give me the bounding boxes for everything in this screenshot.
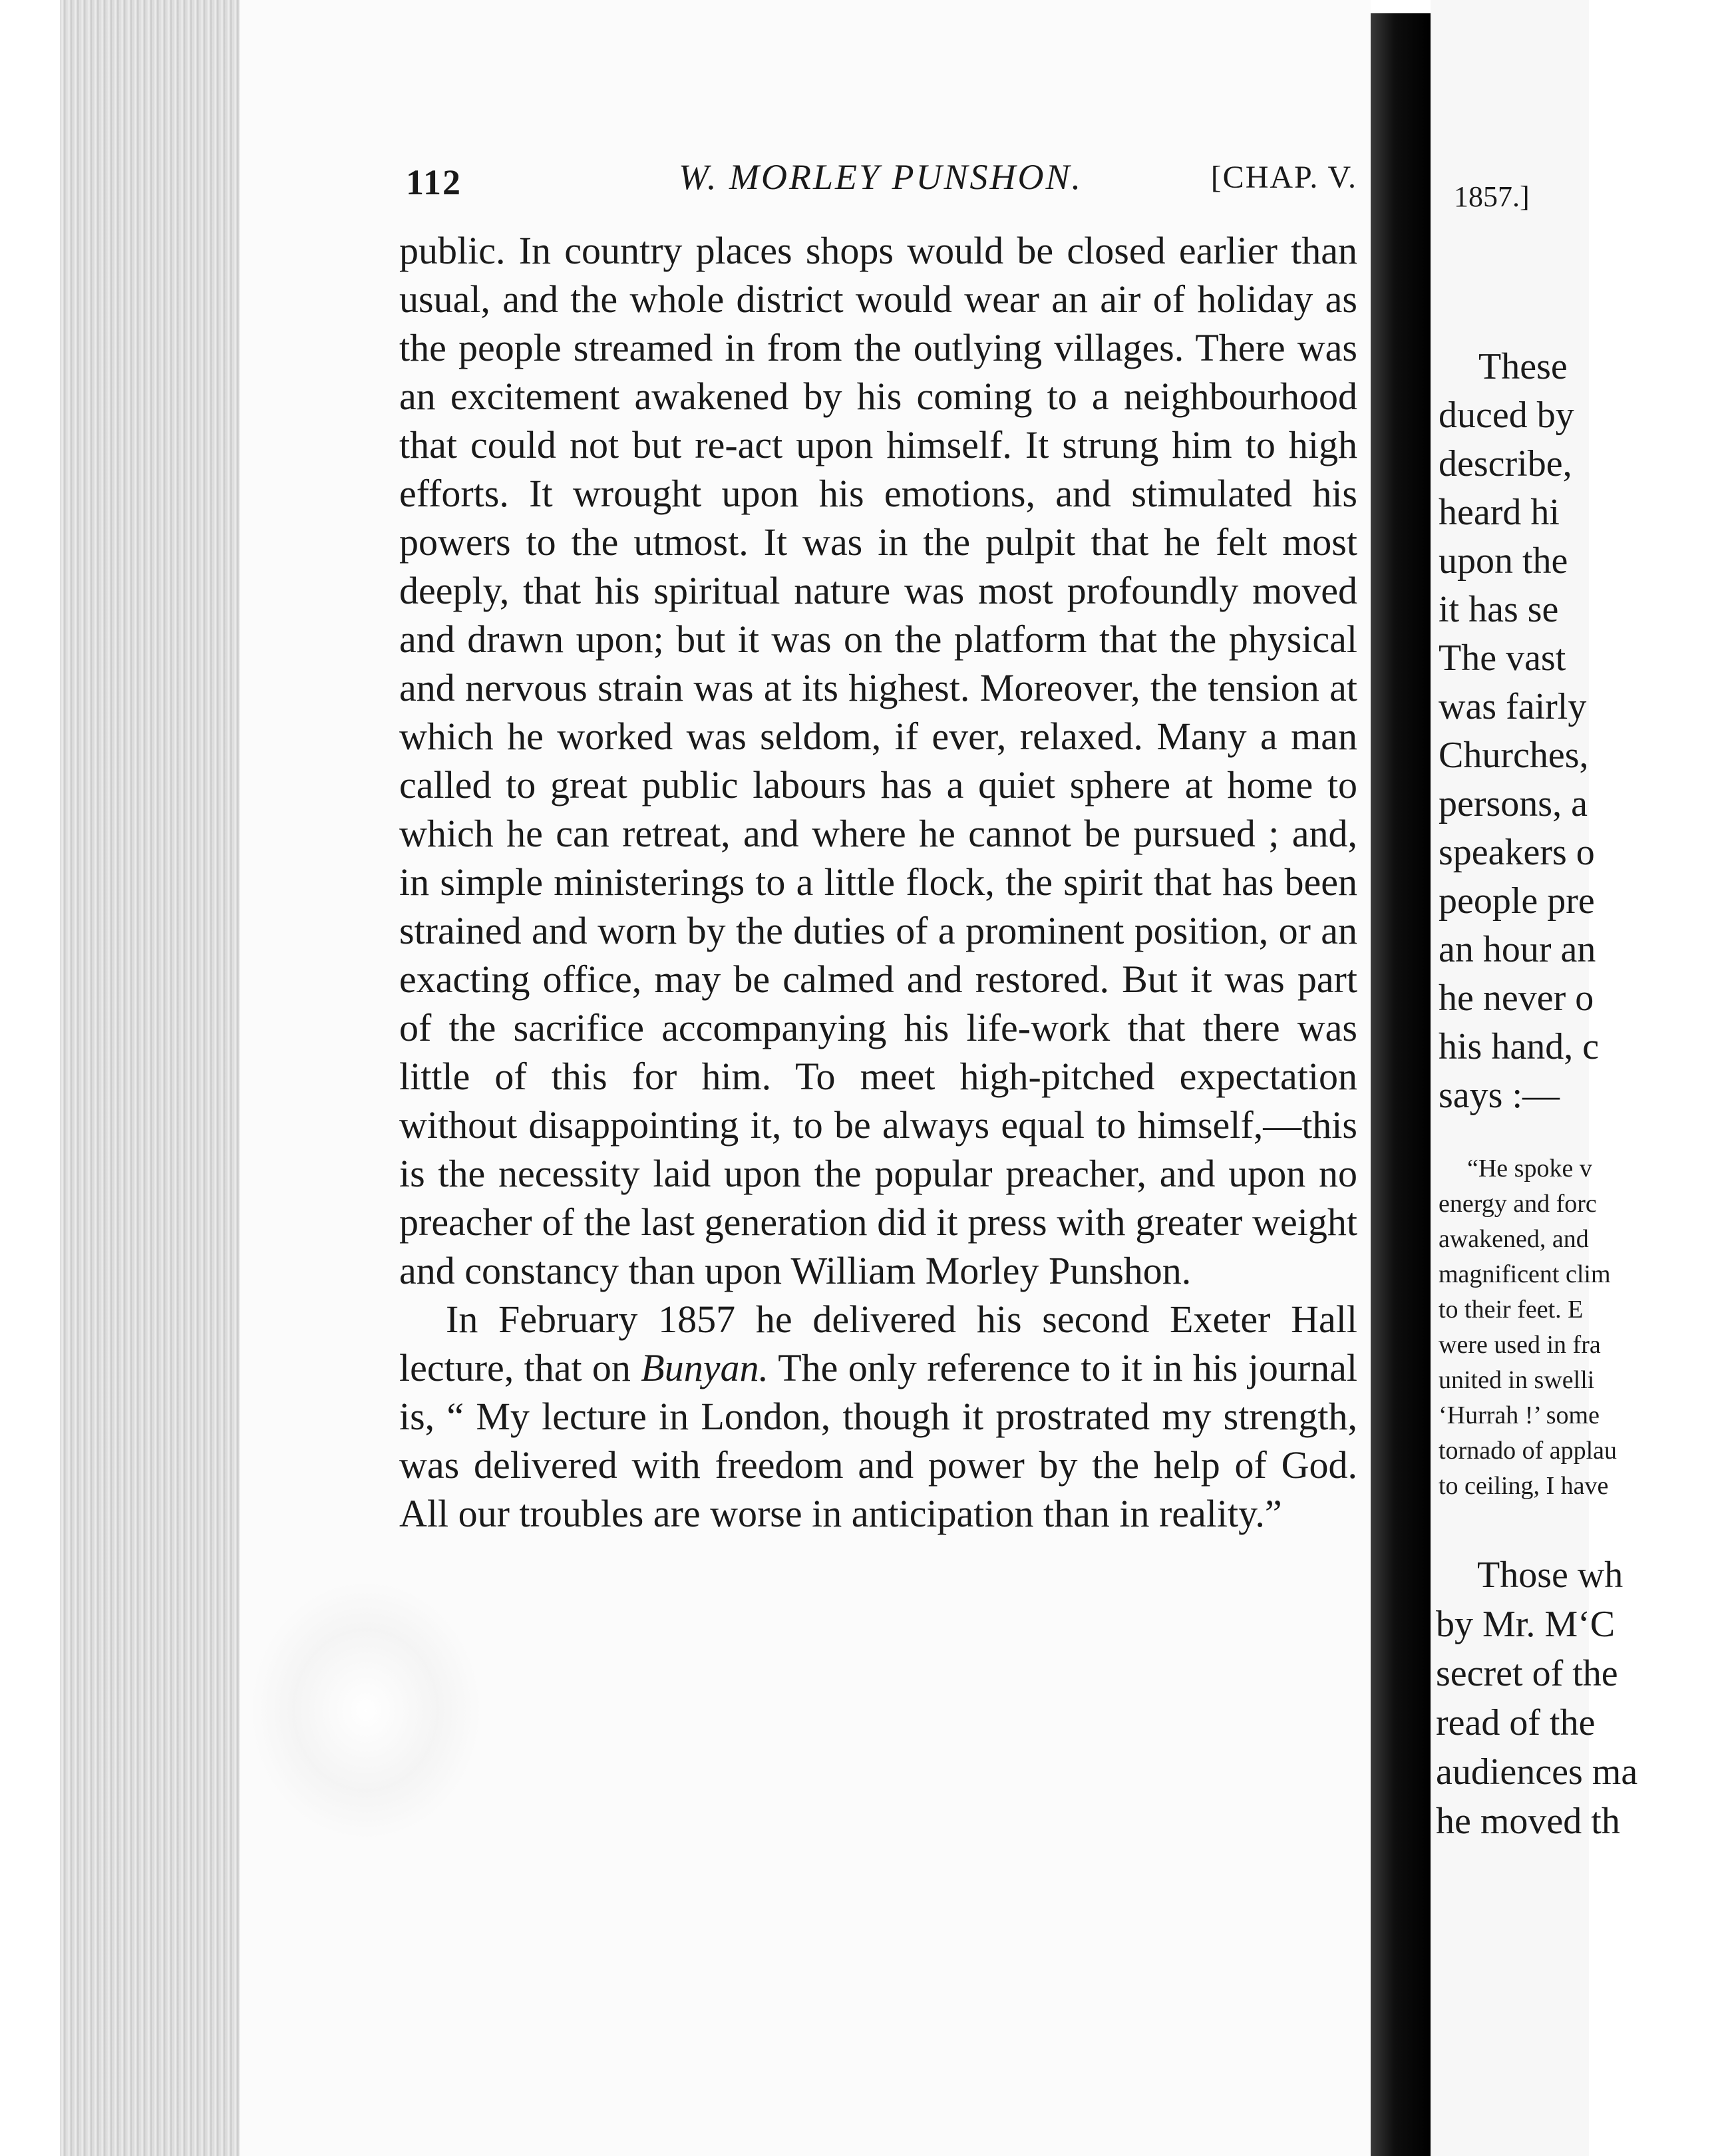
chapter-reference: [CHAP. V.	[1210, 160, 1357, 195]
paragraph-2	[399, 1295, 1357, 1538]
book-gutter	[1371, 13, 1431, 2156]
right-page-continuation-line: secret of the	[1436, 1653, 1618, 1694]
right-page-line: says :—	[1439, 1075, 1560, 1116]
paper-stain	[253, 1584, 479, 1837]
right-page-line: upon the	[1439, 540, 1568, 582]
right-page-line: These	[1478, 346, 1568, 387]
right-page-line: his hand, c	[1439, 1026, 1600, 1067]
running-head	[406, 156, 1357, 210]
right-page-quote-line: magnificent clim	[1439, 1260, 1611, 1288]
right-page-quote-line: ‘Hurrah !’ some	[1439, 1401, 1600, 1429]
right-page-line: he never o	[1439, 978, 1594, 1019]
right-page-body	[1431, 343, 1710, 1120]
right-page-quote-line: energy and forc	[1439, 1190, 1597, 1218]
paragraph-2-start: In February 1857 he delivered his second Exeter Hall lecture, that on	[399, 1298, 1357, 1389]
right-page-quote	[1431, 1151, 1710, 1504]
right-page-continuation	[1431, 1550, 1710, 1846]
right-page-continuation-line: audiences ma	[1436, 1751, 1638, 1793]
right-page-continuation-line: he moved th	[1436, 1801, 1620, 1842]
right-page-quote-line: tornado of applau	[1439, 1437, 1618, 1465]
right-page-line: describe,	[1439, 443, 1572, 484]
right-page-quote-line: were used in fra	[1439, 1331, 1601, 1359]
right-page-quote-line: “He spoke v	[1467, 1155, 1592, 1182]
page-edges	[60, 0, 240, 2156]
right-page-line: an hour an	[1439, 929, 1596, 970]
right-page-quote-line: to their feet. E	[1439, 1296, 1584, 1324]
body-text	[399, 226, 1357, 1538]
lecture-title: Bunyan.	[641, 1346, 769, 1389]
right-page-continuation-line: by Mr. M‘C	[1436, 1604, 1616, 1645]
right-page-quote-line: united in swelli	[1439, 1366, 1595, 1394]
right-page-line: persons, a	[1439, 783, 1588, 824]
right-page-quote-line: awakened, and	[1439, 1225, 1589, 1253]
right-page-line: heard hi	[1439, 492, 1560, 533]
right-page-line: duced by	[1439, 395, 1574, 436]
right-page-continuation-line: Those wh	[1477, 1554, 1624, 1596]
right-page	[1431, 0, 1638, 2156]
paragraph-1: public. In country places shops would be closed earlier than usual, and the whole district would wear an air of holiday as the people streamed in from the outlying villages. There was an excitement awakened by his coming to a neighbourhood that could not but re-act upon himself. It strung him to high efforts. It wrought upon his emotions, and stimulated his powers to the utmost. It was in the pulpit that he felt most deeply, that his spiritual nature was most profoundly moved and drawn upon; but it was on the platform that the physical and nervous strain was at its highest. Moreover, the tension at which he worked was seldom, if ever, relaxed. Many a man called to great public labours has a quiet sphere at home to which he can retreat, and where he cannot be pursued ; and, in simple ministerings to a little flock, the spirit that has been strained and worn by the duties of a prominent position, or an exacting office, may be calmed and restored. But it was part of the sacrifice accompanying his life-work that there was little of this for him. To meet high-pitched expectation without disappointing it, to be always equal to himself,—this is the necessity laid upon the popular preacher, and upon no preacher of the last generation did it press with greater weight and constancy than upon William Morley Punshon.	[399, 229, 1357, 1292]
running-title: W. MORLEY PUNSHON.	[679, 157, 1083, 197]
right-page-line: Churches,	[1439, 735, 1589, 776]
right-page-quote-line: to ceiling, I have	[1439, 1472, 1609, 1500]
right-page-line: was fairly	[1439, 686, 1587, 727]
page-number: 112	[406, 162, 462, 202]
right-page-header: 1857.]	[1454, 180, 1530, 213]
right-page-line: speakers o	[1439, 832, 1595, 873]
paragraph-2-end: The only reference to it in his journal is, “ My lecture in London, though it prostrated my strength, was delivered with freedom and power by the help of God. All our troubles are worse in anticipation than in reality.”	[399, 1346, 1358, 1535]
right-page-line: people pre	[1439, 880, 1595, 922]
right-page-line: it has se	[1439, 589, 1559, 630]
right-page-continuation-line: read of the	[1436, 1702, 1596, 1743]
right-page-line: The vast	[1439, 637, 1566, 679]
